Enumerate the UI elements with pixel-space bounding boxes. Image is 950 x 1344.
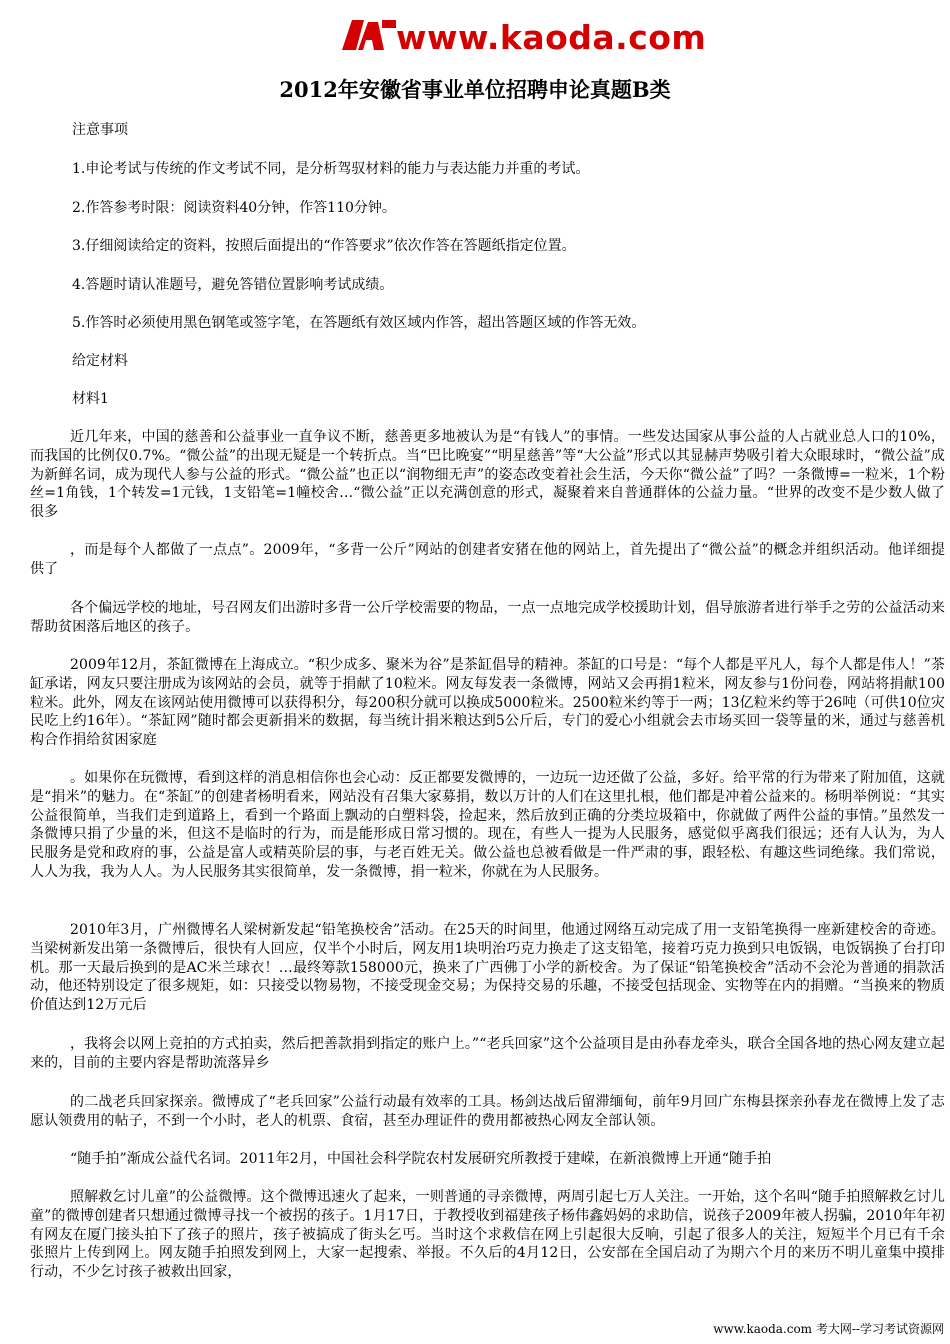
notice-item: 5.作答时必须使用黑色钢笔或签字笔，在答题纸有效区域内作答，超出答题区域的作答无效。 [72, 315, 646, 331]
material-paragraph: “随手拍”渐成公益代名词。2011年2月，中国社会科学院农村发展研究所教授于建嵘，在新浪微博上开通“随手拍 [70, 1151, 772, 1167]
notice-item: 3.仔细阅读给定的资料，按照后面提出的“作答要求”依次作答在答题纸指定位置。 [72, 238, 576, 254]
footer-source[interactable]: www.kaoda.com 考大网--学习考试资源网 [713, 1322, 944, 1336]
notice-item: 2.作答参考时限：阅读资料40分钟，作答110分钟。 [72, 200, 396, 216]
page-title: 2012年安徽省事业单位招聘申论真题B类 [279, 77, 671, 102]
notice-item: 1.申论考试与传统的作文考试不同，是分析驾驭材料的能力与表达能力并重的考试。 [72, 161, 590, 177]
material-paragraph: ，而是每个人都做了一点点”。2009年，“多背一公斤”网站的创建者安猪在他的网站上，首先提出了“微公益”的概念并组织活动。他详细提供了 [30, 542, 945, 577]
logo-url-text: www.kaoda.com [396, 18, 707, 57]
materials-heading: 给定材料 [72, 353, 128, 369]
site-logo[interactable] [338, 6, 707, 57]
material-paragraph: 2010年3月，广州微博名人梁树新发起“铅笔换校舍”活动。在25天的时间里，他通过网络互动完成了用一支铅笔换得一座新建校舍的奇迹。当梁树新发出第一条微博后，很快有人回应，仅半个小时后，网友用1块明治巧克力换走了这支铅笔，接着巧克力换到只电饭锅，电饭锅换了台打印机。那一天最后换到的是AC米兰球衣！…最终筹款158000元，换来了广西佛丁小学的新校舍。为了保证“铅笔换校舍”活动不会沦为普通的捐款活动，他还特别设定了很多规矩，如：只接受以物易物，不接受现金交易；为保持交易的乐趣，不接受包括现金、实物等在内的捐赠。“当换来的物质价值达到12万元后 [30, 922, 945, 1014]
material-paragraph: 的二战老兵回家探亲。微博成了“老兵回家”公益行动最有效率的工具。杨剑达战后留滞缅甸，前年9月回广东梅县探亲孙春龙在微博上发了志愿认领费用的帖子，不到一个小时，老人的机票、食宿，甚至办理证件的费用都被热心网友全部认领。 [30, 1094, 945, 1129]
material-paragraph: 照解救乞讨儿童”的公益微博。这个微博迅速火了起来，一则普通的寻亲微博，两周引起七万人关注。一开始，这个名叫“随手拍照解救乞讨儿童”的微博创建者只想通过微博寻找一个被拐的孩子。1月17日，于教授收到福建孩子杨伟鑫妈妈的求助信，说孩子2009年被人拐骗，2010年年初有网友在厦门接头拍下了孩子的照片，孩子被搞成了街头乞丐。当时这个求救信在网上引起很大反响，引起了很多人的关注，短短半个月已有千余张照片上传到网上。网友随手拍照发到网上，大家一起搜索、举报。不久后的4月12日，公安部在全国启动了为期六个月的来历不明儿童集中摸排行动，不少乞讨孩子被救出回家， [30, 1189, 945, 1281]
material-paragraph: 各个偏远学校的地址，号召网友们出游时多背一公斤学校需要的物品，一点一点地完成学校援助计划，倡导旅游者进行举手之劳的公益活动来帮助贫困落后地区的孩子。 [30, 600, 945, 635]
kaoda-logo-mark-icon [338, 14, 400, 56]
notice-heading: 注意事项 [72, 122, 128, 138]
material-paragraph: ，我将会以网上竞拍的方式拍卖，然后把善款捐到指定的账户上。”“老兵回家”这个公益项目是由孙春龙牵头，联合全国各地的热心网友建立起来的，目前的主要内容是帮助流落异乡 [30, 1036, 945, 1071]
material-paragraph: 。如果你在玩微博，看到这样的消息相信你也会心动：反正都要发微博的，一边玩一边还做了公益，多好。给平常的行为带来了附加值，这就是“捐米”的魅力。在“茶缸”的创建者杨明看来，网站没有召集大家募捐，数以万计的人们在这里扎根，他们都是冲着公益来的。杨明举例说：“其实公益很简单，当我们走到道路上，看到一个路面上飘动的白塑料袋，捡起来，然后放到正确的分类垃圾箱中，你就做了两件公益的事情。”虽然发一条微博只捐了少量的米，但这不是临时的行为，而是能形成日常习惯的。现在，有些人一提为人民服务，感觉似乎离我们很远；还有人认为，为人民服务是党和政府的事，公益是富人或精英阶层的事，与老百姓无关。做公益也总被看做是一件严肃的事，跟轻松、有趣这些词绝缘。我们常说，人人为我，我为人人。为人民服务其实很简单，发一条微博，捐一粒米，你就在为人民服务。 [30, 770, 945, 880]
material-paragraph: 2009年12月，茶缸微博在上海成立。“积少成多、聚米为谷”是茶缸倡导的精神。茶缸的口号是：“每个人都是平凡人，每个人都是伟人！”茶缸承诺，网友只要注册成为该网站的会员，就等于捐献了10粒米。网友每发表一条微博，网站又会再捐1粒米，网友参与1份问卷，网站将捐献100粒米。此外，网友在该网站使用微博可以获得积分，每200积分就可以换成5000粒米。2500粒米约等于一两；13亿粒米约等于26吨（可供10位灾民吃上约16年）。“茶缸网”随时都会更新捐米的数据，每当统计捐米粮达到5公斤后，专门的爱心小组就会去市场买回一袋等量的米，通过与慈善机构合作捐给贫困家庭 [30, 657, 945, 749]
materials-sub-heading: 材料1 [72, 391, 109, 407]
notice-item: 4.答题时请认准题号，避免答错位置影响考试成绩。 [72, 277, 394, 293]
material-paragraph: 近几年来，中国的慈善和公益事业一直争议不断，慈善更多地被认为是“有钱人”的事情。一些发达国家从事公益的人占就业总人口的10%，而我国的比例仅0.7%。“微公益”的出现无疑是一个转折点。当“巴比晚宴”“明星慈善”等“大公益”形式以其显赫声势吸引着大众眼球时，“微公益”成为新鲜名词，成为现代人参与公益的形式。“微公益”也正以“润物细无声”的姿态改变着社会生活，今天你“微公益”了吗？一条微博=一粒米，1个粉丝=1角钱，1个转发=1元钱，1支铅笔=1幢校舍…“微公益”正以充满创意的形式，凝聚着来自普通群体的公益力量。“世界的改变不是少数人做了很多 [30, 429, 945, 521]
